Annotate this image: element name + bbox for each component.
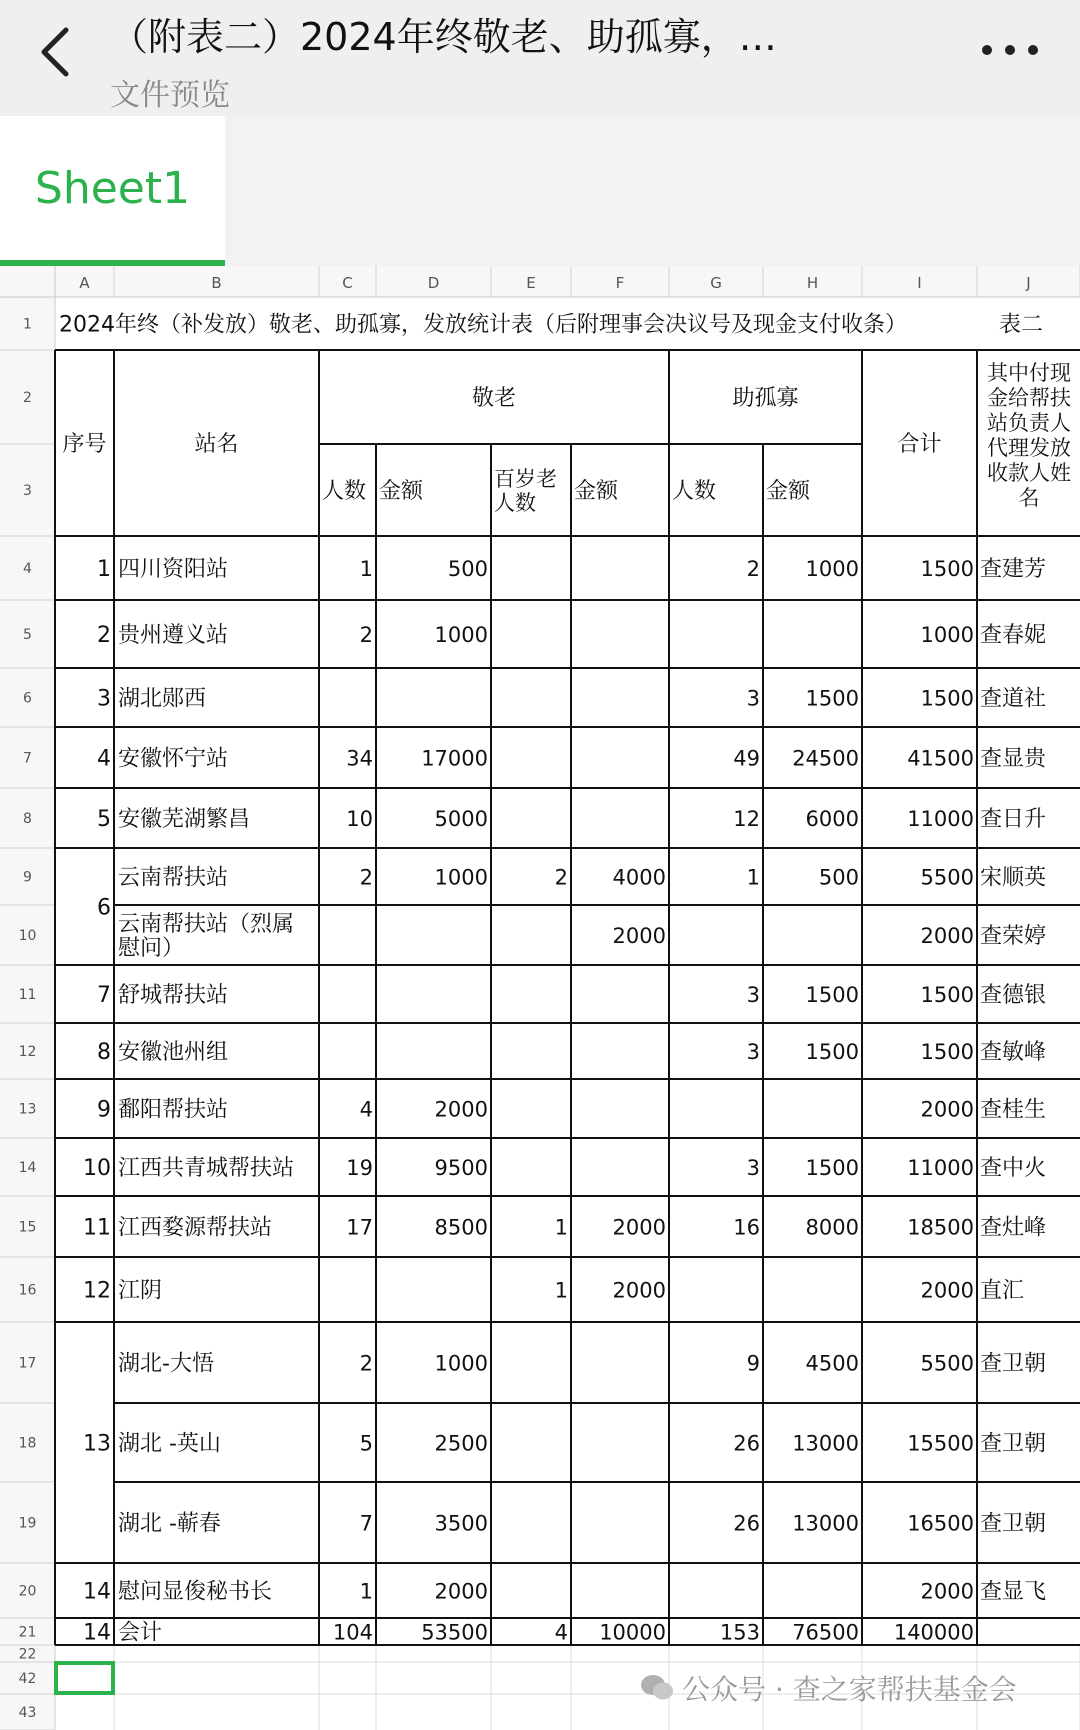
header-centenarian-line2: 人数 [494, 491, 536, 515]
cell-payee: 查日升 [980, 807, 1047, 832]
cell-payee: 查卫朝 [980, 1511, 1047, 1537]
header-payee-line: 金给帮扶 [987, 386, 1071, 410]
row-header-2: 2 [23, 390, 32, 406]
row-header-13: 13 [18, 1101, 37, 1118]
header-jinglao: 敬老 [471, 386, 517, 411]
cell-h: 6000 [805, 807, 859, 831]
cell-payee: 宋顺英 [980, 865, 1047, 891]
cell-g: 1 [746, 865, 760, 890]
header-amount-3: 金额 [766, 479, 811, 504]
cell-seq: 12 [83, 1278, 111, 1304]
cell-station: 安徽池州组 [118, 1040, 229, 1065]
cell-c: 5 [359, 1431, 373, 1456]
header-people-2: 人数 [672, 479, 717, 504]
cell-d: 3500 [434, 1511, 488, 1536]
cell-h: 1500 [805, 1156, 859, 1180]
sheet-title: 2024年终（补发放）敬老、助孤寡，发放统计表（后附理事会决议号及现金支付收条） [59, 312, 907, 338]
row-header-4: 4 [23, 561, 32, 577]
header-payee-line: 名 [1018, 486, 1040, 510]
cell-i: 5500 [920, 1351, 974, 1376]
row-header-18: 18 [18, 1435, 37, 1452]
cell-i: 11000 [907, 1156, 974, 1180]
tab-sheet1[interactable]: Sheet1 [0, 116, 225, 266]
cell-seq: 8 [97, 1040, 111, 1065]
spreadsheet-grid[interactable] [0, 266, 1080, 1730]
cell-d: 9500 [434, 1156, 488, 1180]
row-header-11: 11 [18, 987, 37, 1003]
watermark-text: 公众号 · 查之家帮扶基金会 [682, 1673, 1017, 1706]
cell-i: 1000 [920, 623, 974, 647]
cell-i: 2000 [920, 1278, 974, 1303]
cell-e: 2 [554, 865, 568, 890]
cell-payee: 查春妮 [980, 623, 1047, 648]
row-header-3: 3 [23, 483, 32, 499]
cell-h: 1500 [805, 686, 859, 711]
row-header-7: 7 [23, 750, 32, 767]
column-header-j: J [1026, 274, 1031, 292]
wechat-icon [640, 1673, 674, 1703]
cell-seq: 14 [83, 1579, 111, 1605]
cell-g: 9 [746, 1351, 760, 1376]
cell-i: 41500 [907, 746, 974, 771]
cell-i: 2000 [920, 924, 974, 948]
cell-d: 8500 [434, 1215, 488, 1240]
header-payee-line: 代理发放 [987, 436, 1071, 460]
cell-i: 16500 [907, 1511, 974, 1536]
cell-payee: 查敏峰 [980, 1040, 1047, 1065]
cell-c: 1 [359, 1579, 373, 1604]
cell-c: 4 [359, 1097, 373, 1122]
cell-h: 1500 [805, 983, 859, 1007]
cell-station: 鄱阳帮扶站 [118, 1097, 229, 1123]
cell-f: 2000 [612, 924, 666, 948]
cell-payee: 查卫朝 [980, 1431, 1047, 1457]
cell-g: 49 [733, 746, 760, 771]
column-header-a: A [79, 274, 90, 292]
cell-i: 11000 [907, 807, 974, 831]
cell-d: 1000 [434, 623, 488, 647]
sheet-title-right: 表二 [999, 312, 1044, 338]
cell-payee: 查道社 [980, 686, 1047, 712]
cell-seq: 14 [83, 1620, 111, 1646]
top-bar [0, 0, 1080, 116]
cell-h: 1000 [805, 557, 859, 581]
cell-payee: 查灶峰 [980, 1215, 1047, 1241]
row-header-22: 22 [18, 1646, 37, 1663]
column-header-h: H [806, 274, 819, 292]
cell-e: 1 [554, 1215, 568, 1240]
cell-station: 湖北-大悟 [118, 1351, 214, 1377]
row-header-16: 16 [18, 1282, 37, 1299]
sheet-tabs [0, 116, 1080, 266]
row-header-17: 17 [18, 1355, 37, 1372]
cell-seq: 4 [97, 746, 111, 772]
column-header-g: G [710, 274, 722, 292]
cell-station: 江阴 [118, 1278, 163, 1304]
cell-payee: 直汇 [980, 1278, 1025, 1304]
cell-i: 140000 [893, 1620, 974, 1645]
cell-c: 7 [359, 1511, 373, 1536]
cell-station: 江西共青城帮扶站 [118, 1156, 295, 1181]
cell-station: 云南帮扶站 [118, 865, 229, 891]
cell-e: 1 [554, 1278, 568, 1303]
cell-g: 153 [719, 1620, 760, 1645]
cell-g: 26 [733, 1431, 760, 1456]
cell-payee: 查显飞 [980, 1579, 1047, 1605]
cell-g: 26 [733, 1511, 760, 1536]
cell-f: 4000 [612, 865, 666, 890]
header-station: 站名 [194, 432, 239, 457]
cell-d: 2000 [434, 1579, 488, 1604]
cell-i: 5500 [920, 865, 974, 890]
cell-station: 云南帮扶站（烈属 [118, 912, 295, 937]
row-header-9: 9 [23, 869, 32, 886]
cell-seq: 2 [97, 623, 111, 648]
file-preview-label: 文件预览 [110, 78, 230, 113]
cell-station: 会计 [118, 1620, 163, 1646]
header-payee-line: 收款人姓 [987, 461, 1071, 485]
row-header-8: 8 [23, 811, 32, 827]
row-header-19: 19 [18, 1515, 37, 1532]
cell-c: 2 [359, 1351, 373, 1376]
cell-payee: 查桂生 [980, 1097, 1047, 1123]
cell-d: 1000 [434, 865, 488, 890]
column-header-e: E [526, 274, 536, 292]
cell-seq: 9 [97, 1097, 111, 1123]
cell-seq: 3 [97, 686, 111, 712]
header-people: 人数 [322, 479, 367, 504]
cell-g: 3 [746, 1040, 760, 1064]
cell-seq: 5 [97, 807, 111, 832]
cell-i: 1500 [920, 983, 974, 1007]
cell-c: 2 [359, 865, 373, 890]
cell-c: 34 [346, 746, 373, 771]
cell-payee: 查显贵 [980, 746, 1047, 772]
row-header-6: 6 [23, 690, 32, 707]
header-amount: 金额 [379, 479, 424, 504]
file-title: （附表二）2024年终敬老、助孤寡，… [110, 15, 777, 59]
cell-e: 4 [554, 1620, 568, 1645]
cell-g: 3 [746, 983, 760, 1007]
cell-g: 3 [746, 686, 760, 711]
cell-seq: 10 [83, 1156, 111, 1181]
cell-g: 16 [733, 1215, 760, 1240]
cell-h: 24500 [792, 746, 859, 771]
cell-payee: 查卫朝 [980, 1351, 1047, 1377]
column-header-b: B [211, 274, 222, 292]
cell-station: 湖北 -蕲春 [118, 1511, 221, 1537]
watermark [640, 1668, 1017, 1708]
cell-i: 1500 [920, 557, 974, 581]
column-header-d: D [427, 274, 440, 292]
cell-station: 安徽怀宁站 [118, 746, 229, 772]
row-header-42: 42 [18, 1671, 37, 1687]
cell-h: 1500 [805, 1040, 859, 1064]
cell-d: 17000 [421, 746, 488, 771]
row-header-14: 14 [18, 1160, 37, 1176]
cell-station: 湖北 -英山 [118, 1431, 221, 1457]
cell-g: 12 [733, 807, 760, 831]
header-amount-2: 金额 [574, 479, 619, 504]
cell-payee: 查荣婷 [980, 924, 1047, 949]
back-arrow-icon[interactable] [36, 22, 76, 82]
cell-d: 5000 [434, 807, 488, 831]
cell-station: 舒城帮扶站 [118, 983, 229, 1008]
cell-h: 13000 [792, 1431, 859, 1456]
cell-h: 8000 [805, 1215, 859, 1240]
row-header-10: 10 [18, 928, 37, 944]
row-header-20: 20 [18, 1583, 37, 1600]
column-header-c: C [342, 274, 353, 292]
cell-g: 2 [746, 557, 760, 581]
cell-d: 2500 [434, 1431, 488, 1456]
cell-station: 慰问） [118, 936, 185, 961]
header-centenarian-line1: 百岁老 [494, 467, 557, 491]
cell-seq: 11 [83, 1215, 111, 1241]
cell-station: 四川资阳站 [118, 557, 229, 582]
cell-payee: 查中火 [980, 1156, 1047, 1181]
cell-i: 18500 [907, 1215, 974, 1240]
cell-f: 10000 [599, 1620, 666, 1645]
header-payee-line: 站负责人 [987, 411, 1071, 435]
cell-g: 3 [746, 1156, 760, 1180]
cell-seq: 1 [97, 557, 111, 582]
cell-h: 4500 [805, 1351, 859, 1376]
cell-seq: 6 [97, 895, 111, 921]
spreadsheet[interactable] [0, 266, 1080, 1730]
cell-i: 2000 [920, 1579, 974, 1604]
cell-i: 1500 [920, 1040, 974, 1064]
header-zhuguagua: 助孤寡 [732, 386, 799, 411]
cell-h: 500 [818, 865, 859, 890]
more-options-icon[interactable] [975, 20, 1045, 80]
cell-c: 19 [346, 1156, 373, 1180]
header-total: 合计 [897, 432, 942, 457]
selected-cell [56, 1663, 113, 1693]
cell-station: 慰问显俊秘书长 [118, 1579, 273, 1605]
row-header-1: 1 [23, 316, 32, 333]
column-header-i: I [917, 274, 922, 292]
cell-h: 76500 [792, 1620, 859, 1645]
cell-station: 贵州遵义站 [118, 623, 229, 648]
header-payee-line: 其中付现 [987, 361, 1071, 385]
cell-i: 1500 [920, 686, 974, 711]
cell-station: 江西婺源帮扶站 [118, 1215, 273, 1241]
cell-d: 2000 [434, 1097, 488, 1122]
cell-c: 104 [332, 1620, 373, 1645]
cell-c: 2 [359, 623, 373, 647]
cell-h: 13000 [792, 1511, 859, 1536]
cell-d: 53500 [421, 1620, 488, 1645]
cell-c: 17 [346, 1215, 373, 1240]
cell-c: 10 [346, 807, 373, 831]
cell-f: 2000 [612, 1278, 666, 1303]
cell-d: 500 [447, 557, 488, 581]
row-header-43: 43 [18, 1705, 37, 1721]
cell-i: 2000 [920, 1097, 974, 1122]
row-header-5: 5 [23, 627, 32, 643]
cell-payee: 查建芳 [980, 557, 1047, 582]
header-seq: 序号 [62, 432, 107, 457]
cell-i: 15500 [907, 1431, 974, 1456]
cell-c: 1 [359, 557, 373, 581]
cell-station: 湖北郧西 [118, 686, 207, 712]
column-header-f: F [615, 274, 625, 292]
cell-f: 2000 [612, 1215, 666, 1240]
cell-station: 安徽芜湖繁昌 [118, 807, 251, 832]
row-header-15: 15 [18, 1219, 37, 1236]
cell-seq: 13 [83, 1431, 111, 1457]
cell-d: 1000 [434, 1351, 488, 1376]
row-header-21: 21 [18, 1624, 37, 1641]
cell-seq: 7 [97, 983, 111, 1008]
cell-payee: 查德银 [980, 983, 1047, 1008]
row-header-12: 12 [18, 1044, 37, 1060]
